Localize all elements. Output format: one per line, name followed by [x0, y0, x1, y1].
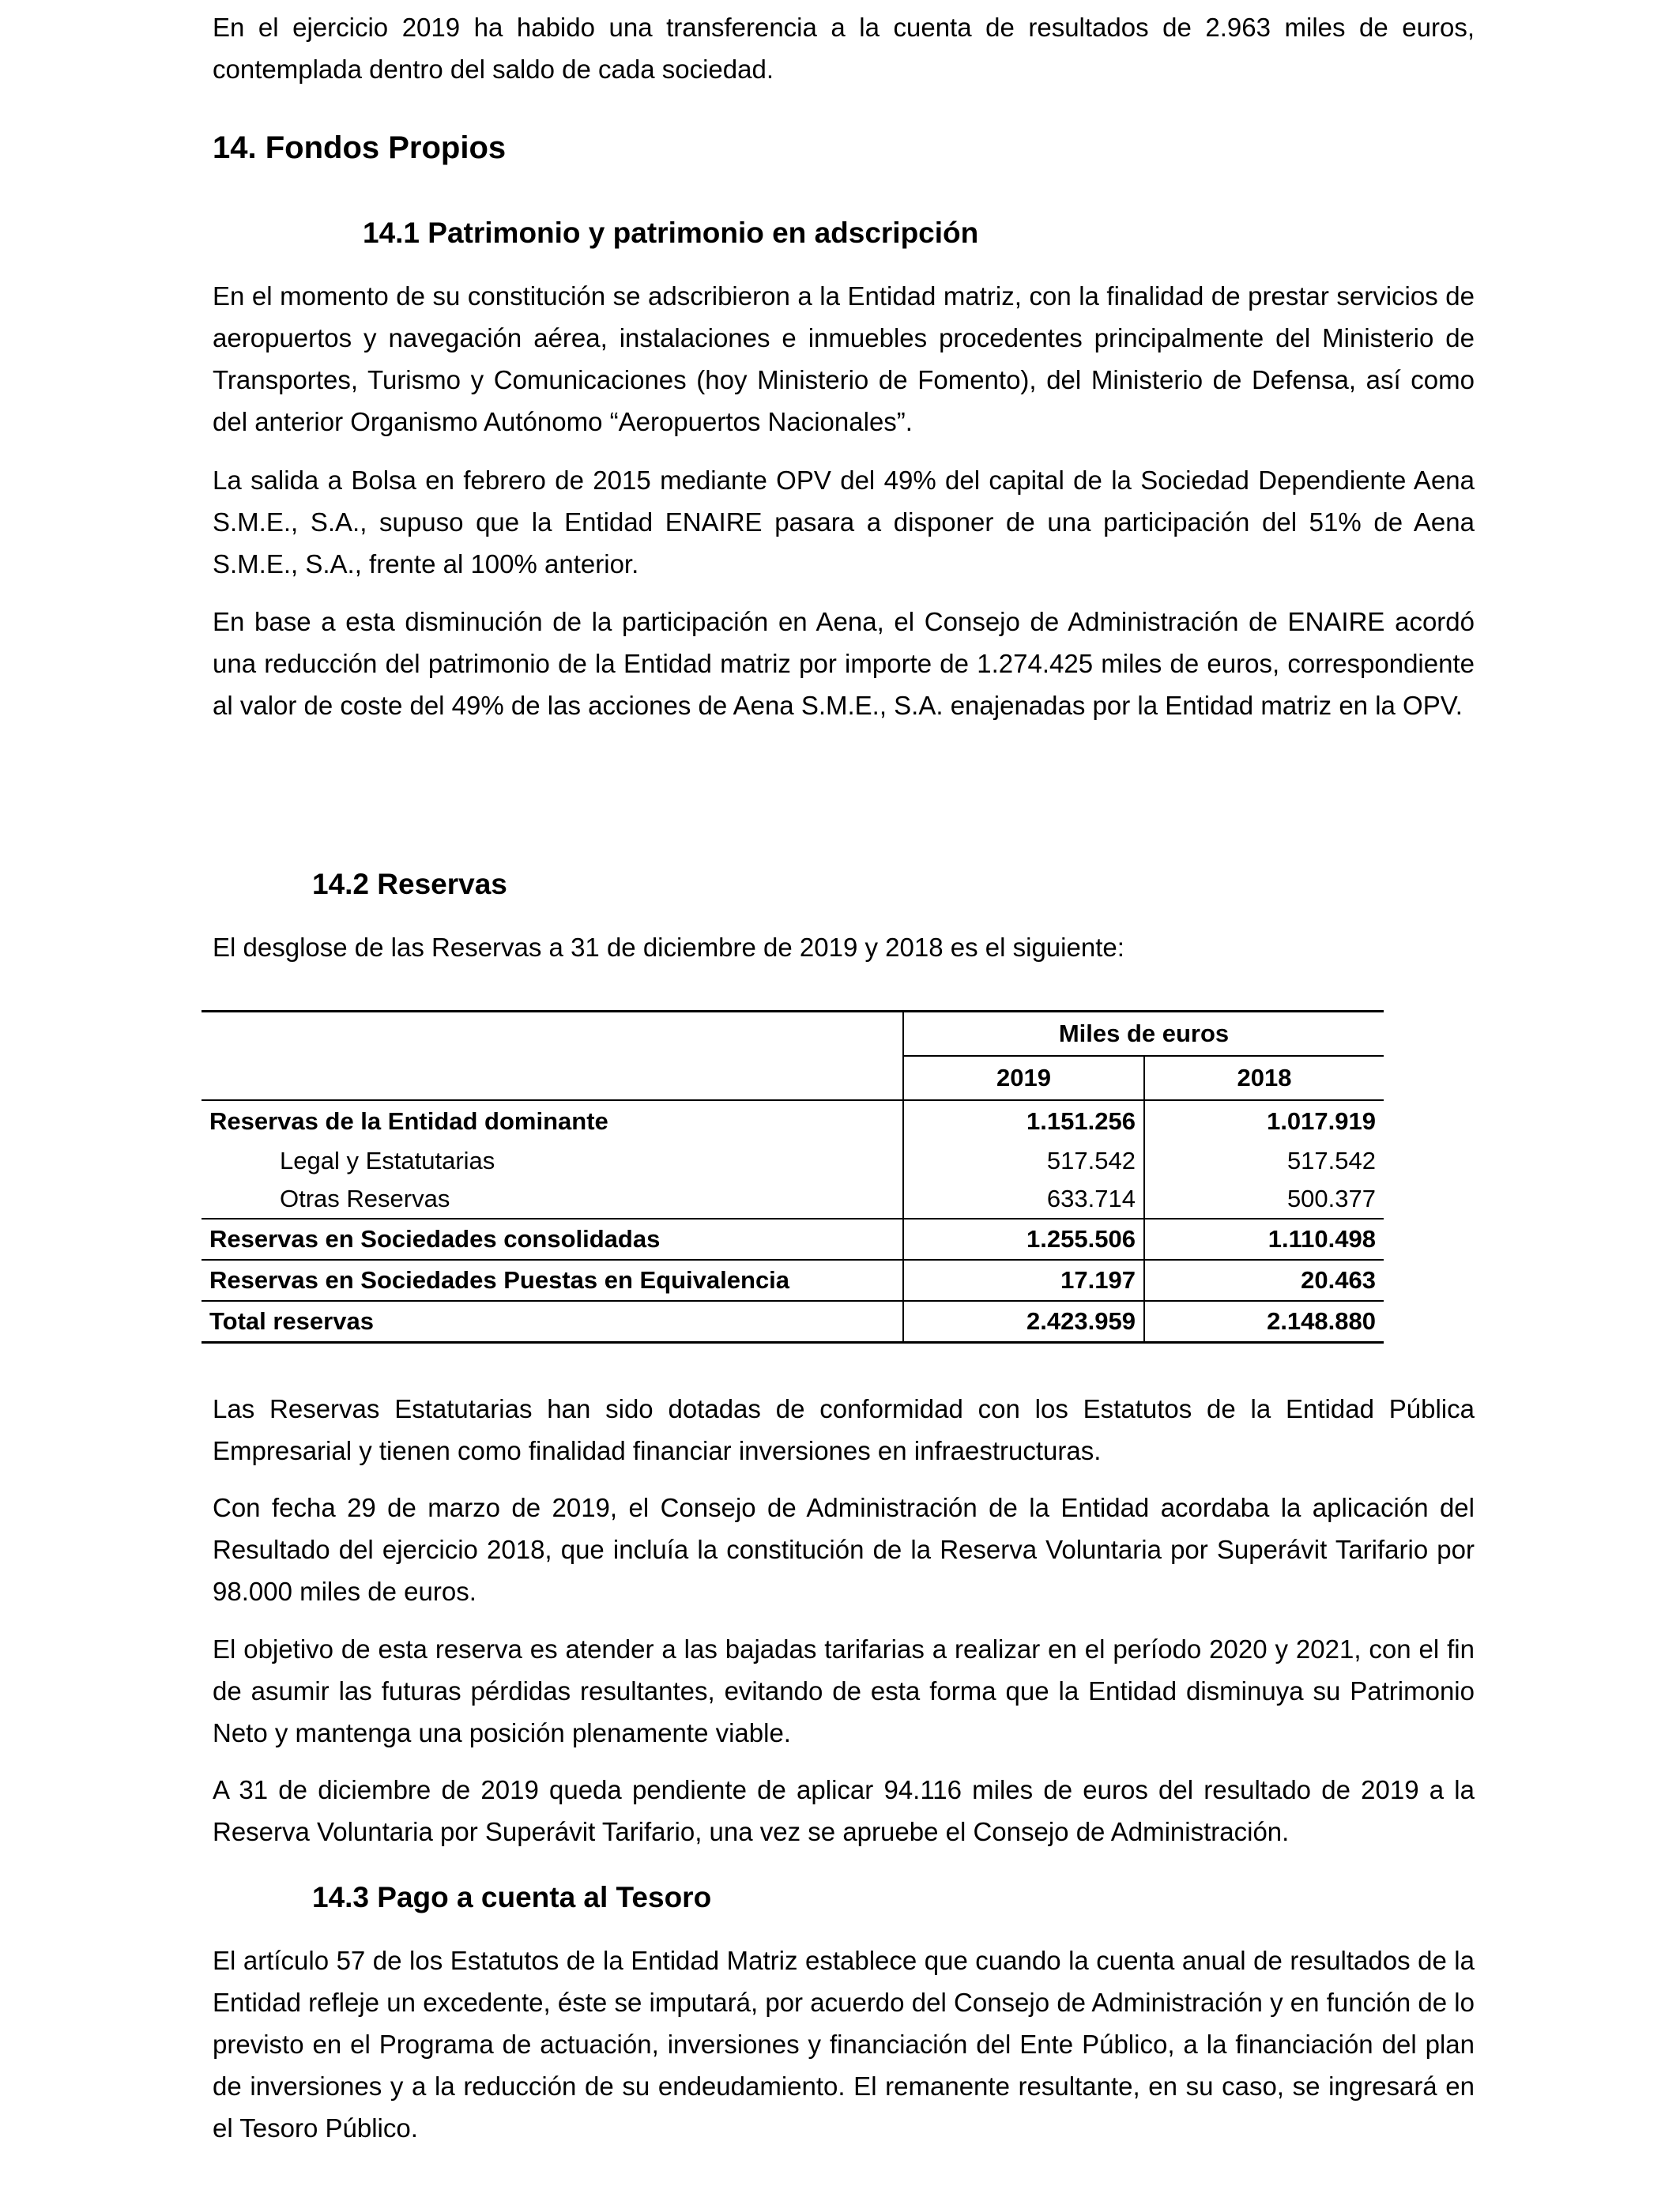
s14-2-intro: El desglose de las Reservas a 31 de diciembre de 2019 y 2018 es el siguiente: [213, 933, 1124, 962]
s14-2-paragraph-3: El objetivo de esta reserva es atender a las bajadas tarifarias a realizar en el período 2020 y 2021, con el fin de asumir las futuras pérdidas resultantes, evitando de esta forma que la Entidad disminuya su Patrimonio Neto y mantenga una posición plenamente viable. [213, 1634, 1475, 1747]
year-2019-header: 2019 [903, 1056, 1144, 1100]
section-title-fondos-propios: 14. Fondos Propios [213, 130, 507, 165]
s14-3-paragraph-1: El artículo 57 de los Estatutos de la Entidad Matriz establece que cuando la cuenta anual de resultados de la Entidad refleje un excedente, éste se imputará, por acuerdo del Consejo de Administración y en función de lo previsto en el Programa de actuación, inversiones y financiación del Ente Público, a la financiación del plan de inversiones y a la reducción de su endeudamiento. El remanente resultante, en su caso, se ingresará en el Tesoro Público. [213, 1946, 1475, 2143]
s14-1-paragraph-2: La salida a Bolsa en febrero de 2015 mediante OPV del 49% del capital de la Sociedad Dependiente Aena S.M.E., S.A., supuso que la Entidad ENAIRE pasara a disponer de una participación del 51% de Aena S.M.E., S.A., frente al 100% anterior. [213, 466, 1475, 579]
s14-2-paragraph-1: Las Reservas Estatutarias han sido dotadas de conformidad con los Estatutos de la Entidad Pública Empresarial y tienen como finalidad financiar inversiones en infraestructuras. [213, 1394, 1475, 1465]
subsection-title-14-3: 14.3 Pago a cuenta al Tesoro [312, 1881, 712, 1913]
table-row: Legal y Estatutarias 517.542 517.542 [202, 1142, 1384, 1180]
table-row: Otras Reservas 633.714 500.377 [202, 1180, 1384, 1219]
table-row: Reservas en Sociedades Puestas en Equivalencia 17.197 20.463 [202, 1260, 1384, 1301]
intro-paragraph: En el ejercicio 2019 ha habido una transferencia a la cuenta de resultados de 2.963 miles de euros, contemplada dentro del saldo de cada sociedad. [213, 13, 1475, 84]
year-2018-header: 2018 [1144, 1056, 1384, 1100]
table-header-years-row [202, 1056, 1384, 1100]
s14-2-paragraph-4: A 31 de diciembre de 2019 queda pendiente de aplicar 94.116 miles de euros del resultado de 2019 a la Reserva Voluntaria por Superávit Tarifario, una vez se apruebe el Consejo de Administración. [213, 1775, 1475, 1846]
reservas-table [202, 1010, 1384, 1344]
table-header-unit-row [202, 1012, 1384, 1057]
s14-1-paragraph-3: En base a esta disminución de la participación en Aena, el Consejo de Administración de ENAIRE acordó una reducción del patrimonio de la Entidad matriz por importe de 1.274.425 miles de euros, correspondiente al valor de coste del 49% de las acciones de Aena S.M.E., S.A. enajenadas por la Entidad matriz en la OPV. [213, 607, 1475, 720]
s14-1-paragraph-1: En el momento de su constitución se adscribieron a la Entidad matriz, con la finalidad de prestar servicios de aeropuertos y navegación aérea, instalaciones e inmuebles procedentes principalmente del Ministerio de Transportes, Turismo y Comunicaciones (hoy Ministerio de Fomento), del Ministerio de Defensa, así como del anterior Organismo Autónomo “Aeropuertos Nacionales”. [213, 281, 1475, 436]
table-row: Reservas en Sociedades consolidadas 1.255.506 1.110.498 [202, 1219, 1384, 1260]
unit-header: Miles de euros [903, 1012, 1384, 1057]
subsection-title-14-1: 14.1 Patrimonio y patrimonio en adscripción [363, 217, 979, 249]
table-row: Reservas de la Entidad dominante 1.151.256 1.017.919 [202, 1100, 1384, 1142]
s14-2-paragraph-2: Con fecha 29 de marzo de 2019, el Consejo de Administración de la Entidad acordaba la aplicación del Resultado del ejercicio 2018, que incluía la constitución de la Reserva Voluntaria por Superávit Tarifario por 98.000 miles de euros. [213, 1493, 1475, 1606]
subsection-title-14-2: 14.2 Reservas [312, 868, 507, 900]
table-row-total: Total reservas 2.423.959 2.148.880 [202, 1301, 1384, 1343]
